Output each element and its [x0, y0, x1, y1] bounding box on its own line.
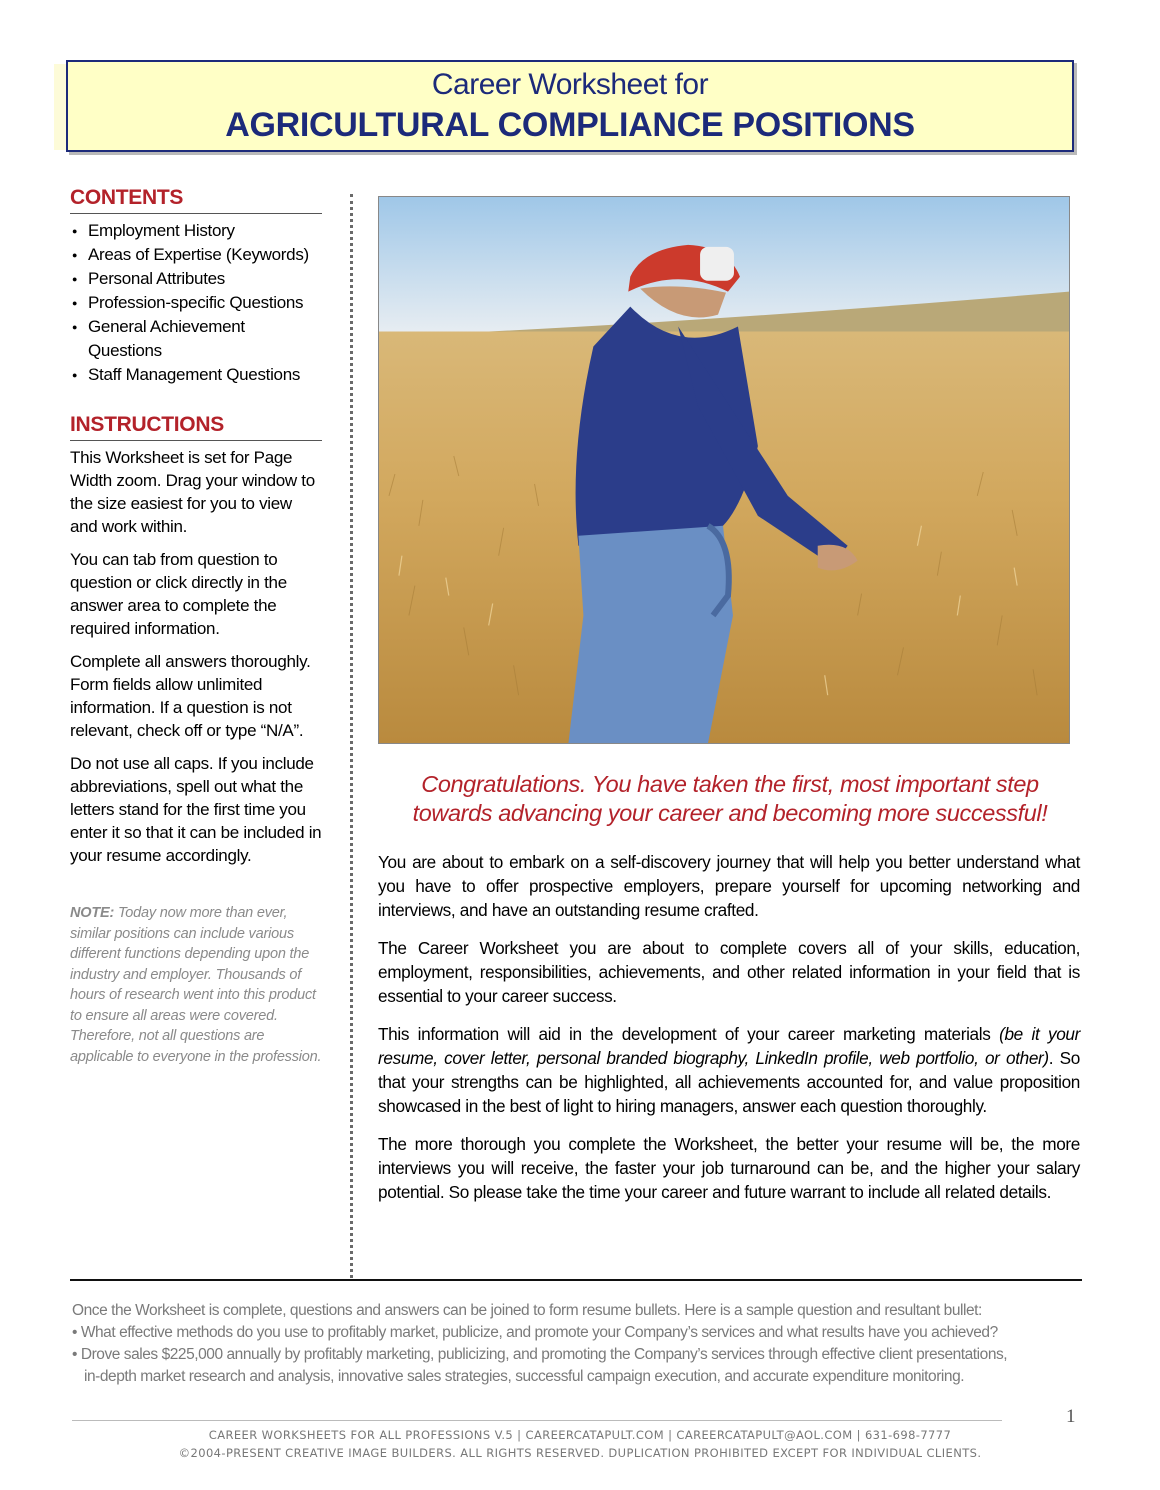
contents-item-employment-history[interactable]: ● Employment History — [70, 219, 322, 243]
title-banner — [66, 60, 1074, 152]
page-title: AGRICULTURAL COMPLIANCE POSITIONS — [225, 106, 915, 144]
contents-item-profession-questions[interactable]: ● Profession-specific Questions — [70, 291, 322, 315]
horizontal-divider — [70, 1279, 1082, 1281]
farmer-in-wheat-field-photo — [378, 196, 1070, 744]
contents-list — [70, 219, 322, 387]
congratulations-message — [378, 770, 1082, 828]
sample-bullet-line-2: in-depth market research and analysis, innovative sales strategies, successful campaign execution, and accurate expenditure monitoring. — [84, 1368, 965, 1385]
page-number: 1 — [1066, 1406, 1076, 1427]
note — [70, 903, 322, 1067]
contents-item-personal-attributes[interactable]: ● Personal Attributes — [70, 267, 322, 291]
intro-paragraph-1: You are about to embark on a self-discovery journey that will help you better understand what you have to offer prospective employers, prepare yourself for upcoming networking and interviews, and have an outstanding resume crafted. — [378, 852, 1080, 920]
sidebar — [70, 186, 322, 1067]
title-line-1: Career Worksheet for — [431, 68, 709, 101]
footer-contact: CAREER WORKSHEETS FOR ALL PROFESSIONS V.5 | CAREERCATAPULT.COM | CAREERCATAPULT@AOL.COM | 631-698-7777 — [208, 1428, 952, 1442]
instruction-paragraph: Complete all answers thoroughly. Form fields allow unlimited information. If a question is not relevant, check off or type “N/A”. — [70, 652, 311, 740]
sample-question: • What effective methods do you use to profitably market, publicize, and promote your Company’s services and what results have you achieved? — [72, 1324, 998, 1341]
p3-end: . So that your strengths can be highlighted, all achievements accounted for, and value proposition showcased in the best of light to hiring managers, answer each question thoroughly. — [378, 1048, 1080, 1116]
congrats-line-1: Congratulations. You have taken the first, most important step — [421, 771, 1039, 797]
sample-bullet-section — [72, 1300, 1082, 1388]
congrats-line-2: towards advancing your career and becoming more successful! — [412, 800, 1048, 826]
footer-rule — [72, 1420, 1002, 1421]
instruction-paragraph: This Worksheet is set for Page Width zoom. Drag your window to the size easiest for you to view and work within. — [70, 448, 315, 536]
p3-italic: (be it your resume, cover letter, personal branded biography, LinkedIn profile, web portfolio, or other) — [378, 1024, 1080, 1068]
note-text: Today now more than ever, similar positions can include various different functions depending upon the industry and employer. Thousands of hours of research went into this product to ensure all areas were covered. Therefore, not all questions are applicable to everyone in the profession. — [70, 905, 322, 1065]
intro-paragraph-2: The Career Worksheet you are about to complete covers all of your skills, education, employment, responsibilities, achievements, and other related information in your field that is essential to your career success. — [378, 938, 1080, 1006]
instruction-paragraph: Do not use all caps. If you include abbreviations, spell out what the letters stand for the first time you enter it so that it can be included in your resume accordingly. — [70, 754, 322, 865]
contents-item-staff-management[interactable]: ● Staff Management Questions — [70, 363, 322, 387]
instructions — [70, 446, 322, 867]
footer — [60, 1426, 1100, 1462]
footer-copyright: ©2004-PRESENT CREATIVE IMAGE BUILDERS. ALL RIGHTS RESERVED. DUPLICATION PROHIBITED EXCEPT FOR INDIVIDUAL CLIENTS. — [178, 1446, 982, 1460]
sample-intro: Once the Worksheet is complete, questions and answers can be joined to form resume bullets. Here is a sample question and resultant bullet: — [72, 1302, 982, 1319]
intro-paragraph-3 — [378, 1022, 1080, 1118]
sample-bullet-line-1: • Drove sales $225,000 annually by profitably marketing, publicizing, and promoting the Company’s services through effective client presentations, — [72, 1346, 1008, 1363]
contents-item-areas-of-expertise[interactable]: ● Areas of Expertise (Keywords) — [70, 243, 322, 267]
intro-text — [378, 850, 1080, 1218]
instructions-heading: INSTRUCTIONS — [70, 413, 322, 441]
note-label: NOTE: — [70, 905, 115, 921]
title-accent — [54, 64, 66, 150]
contents-heading: CONTENTS — [70, 186, 322, 214]
instruction-paragraph: You can tab from question to question or click directly in the answer area to complete the required information. — [70, 550, 287, 638]
contents-item-general-achievement[interactable]: ● General Achievement Questions — [70, 315, 322, 363]
vertical-divider — [350, 194, 353, 1278]
intro-paragraph-4: The more thorough you complete the Worksheet, the better your resume will be, the more interviews you will receive, the faster your job turnaround can be, and the higher your salary potential. So please take the time your career and future warrant to include all related details. — [378, 1134, 1080, 1202]
p3-start: This information will aid in the development of your career marketing materials — [378, 1024, 1000, 1044]
